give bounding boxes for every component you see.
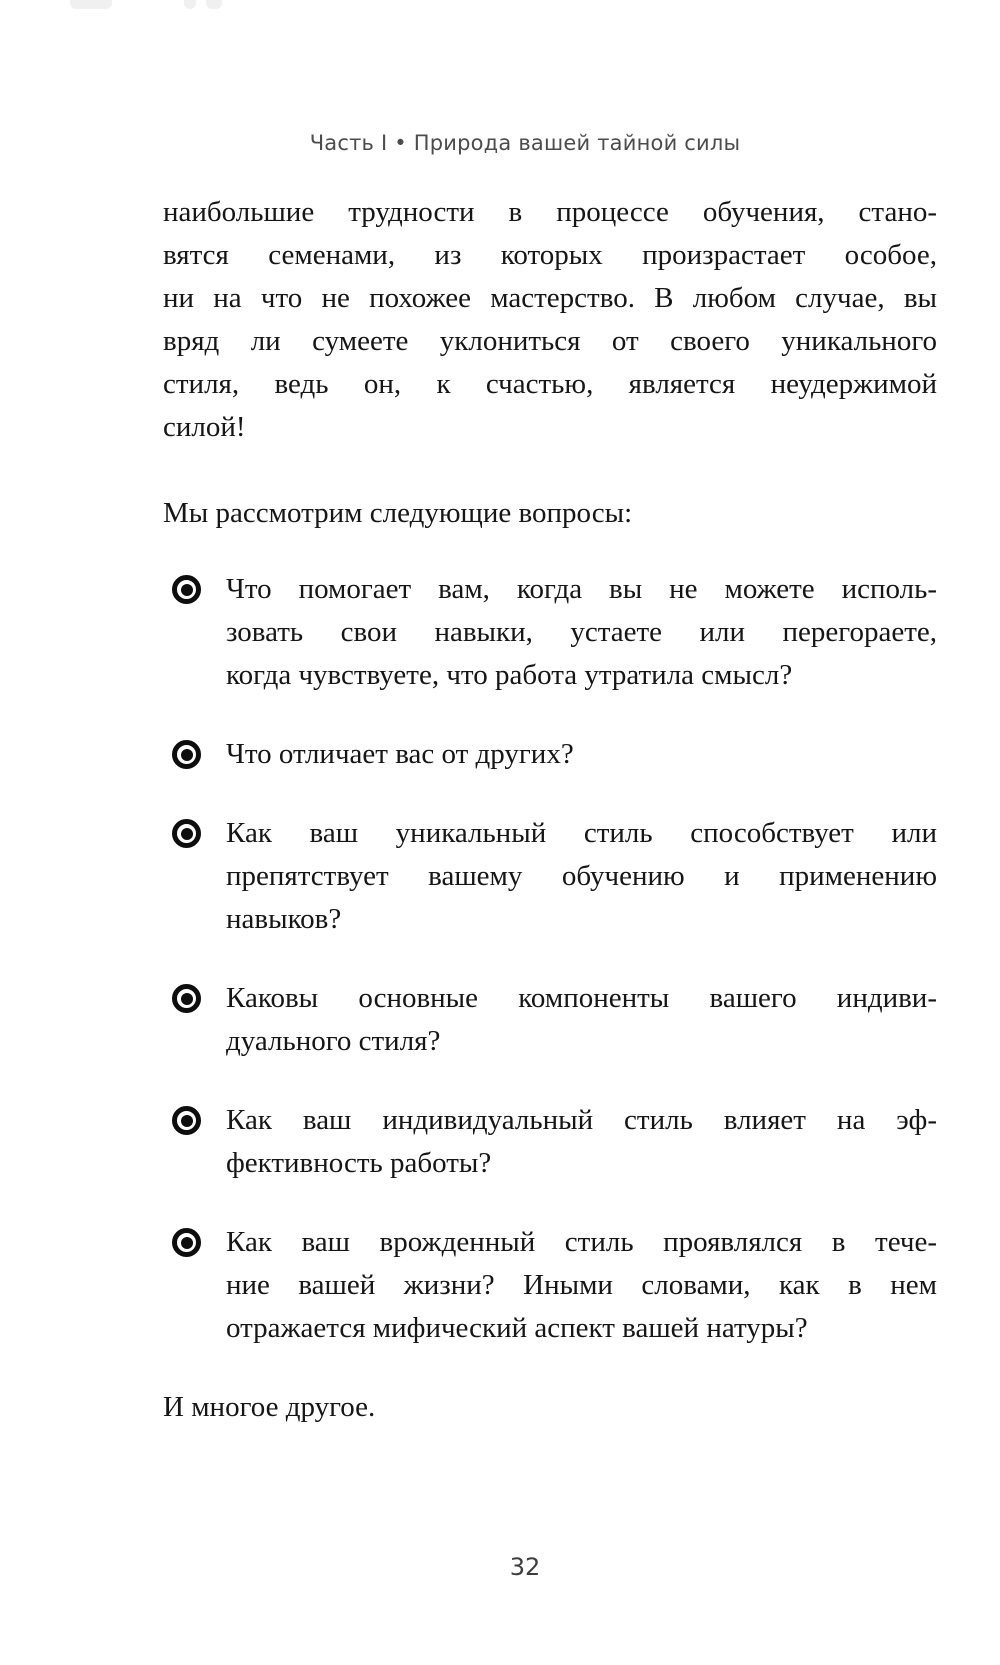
text-line: наибольшие трудности в процессе обучения, стано- <box>163 196 937 228</box>
question-item <box>163 1099 937 1185</box>
question-item <box>163 733 937 776</box>
text-line: Как ваш индивидуальный стиль влияет на эф- <box>226 1104 937 1136</box>
text-line: стиля, ведь он, к счастью, является неудержимой <box>163 368 937 400</box>
text-line: фективность работы? <box>226 1147 492 1179</box>
question-text <box>226 977 937 1063</box>
bullseye-target-icon <box>172 819 201 848</box>
text-line: вятся семенами, из которых произрастает особое, <box>163 239 937 271</box>
question-text <box>226 1221 937 1350</box>
text-line: Как ваш уникальный стиль способствует или <box>226 817 937 849</box>
text-line: препятствует вашему обучению и применению <box>226 860 937 892</box>
text-line: Что помогает вам, когда вы не можете исполь- <box>226 573 937 605</box>
text-line: ни на что не похожее мастерство. В любом случае, вы <box>163 282 937 314</box>
text-line: дуального стиля? <box>226 1025 441 1057</box>
question-item <box>163 1221 937 1350</box>
question-list <box>163 568 937 1350</box>
page-number: 32 <box>509 1553 541 1581</box>
question-item <box>163 977 937 1063</box>
text-line: Как ваш врожденный стиль проявлялся в тече- <box>226 1226 937 1258</box>
text-line: зовать свои навыки, устаете или перегораете, <box>226 616 937 648</box>
intro-sentence: Мы рассмотрим следующие вопросы: <box>163 497 633 529</box>
question-text <box>226 733 937 776</box>
text-line: силой! <box>163 411 246 443</box>
scan-artifact <box>70 0 112 9</box>
question-text <box>226 1099 937 1185</box>
text-line: Каковы основные компоненты вашего индиви- <box>226 982 937 1014</box>
text-line: вряд ли сумеете уклониться от своего уникального <box>163 325 937 357</box>
bullseye-target-icon <box>172 575 201 604</box>
bullseye-target-icon <box>172 984 201 1013</box>
bullseye-target-icon <box>172 1106 201 1135</box>
text-line: навыков? <box>226 903 342 935</box>
question-item <box>163 568 937 697</box>
text-line: ние вашей жизни? Иными словами, как в нем <box>226 1269 937 1301</box>
bullseye-target-icon <box>172 740 201 769</box>
text-line: когда чувствуете, что работа утратила смысл? <box>226 659 793 691</box>
question-text <box>226 568 937 697</box>
running-head: Часть I • Природа вашей тайной силы <box>309 131 741 155</box>
scan-artifact <box>206 0 222 9</box>
scan-artifact <box>184 0 196 9</box>
text-line: отражается мифический аспект вашей натуры? <box>226 1312 808 1344</box>
page-content <box>163 191 937 1429</box>
text-line: Что отличает вас от других? <box>226 738 574 770</box>
question-item <box>163 812 937 941</box>
bullseye-target-icon <box>172 1228 201 1257</box>
question-text <box>226 812 937 941</box>
outro-sentence: И многое другое. <box>163 1391 376 1423</box>
body-paragraph <box>163 191 937 449</box>
